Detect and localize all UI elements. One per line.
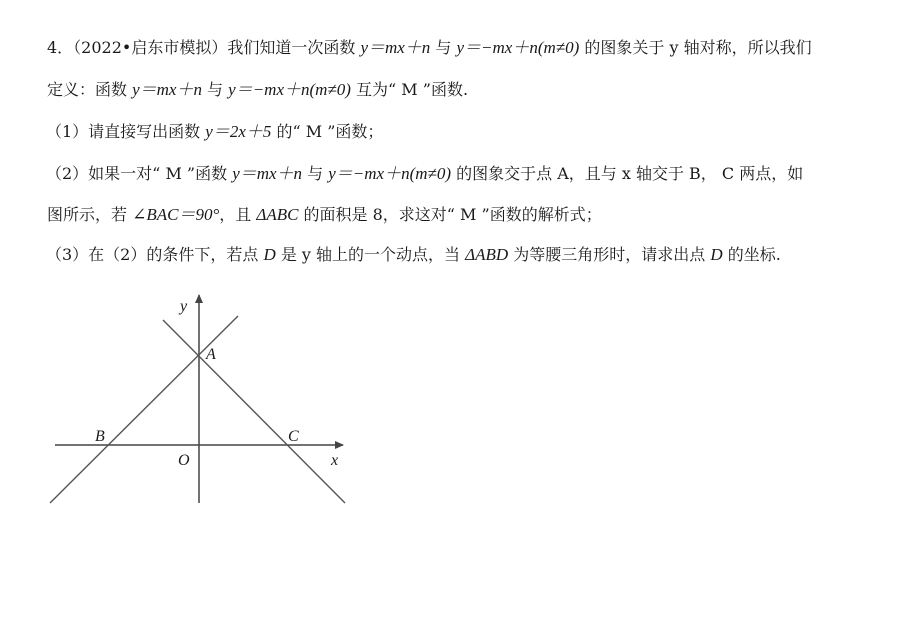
- part-3-middle-text: 是 y 轴上的一个动点，当: [275, 245, 466, 264]
- angle-bac-equation: ∠BAC＝90°: [132, 205, 220, 224]
- equation-y-mx-n: y＝mx＋n: [232, 164, 303, 183]
- statement-suffix-text: 的图象关于 y 轴对称，所以我们: [579, 38, 812, 57]
- equation-y-mx-n: y＝mx＋n: [360, 38, 431, 57]
- connector-text: 与: [201, 80, 229, 99]
- problem-statement-line-1: [47, 37, 812, 59]
- equation-y-neg-mx-n: y＝−mx＋n(m≠0): [228, 80, 351, 99]
- part-3-suffix-text: 为等腰三角形时，请求出点: [508, 245, 711, 264]
- definition-prefix-text: 定义：函数: [47, 80, 133, 99]
- part-2-prefix-text: （2）如果一对“ M ”函数: [46, 164, 233, 183]
- part-2-suffix-text: 的图象交于点 A，且与 x 轴交于 B， C 两点，如: [451, 164, 804, 183]
- y-axis-label: y: [180, 298, 188, 315]
- point-a-label: A: [206, 346, 216, 363]
- point-d-symbol: D: [263, 245, 276, 264]
- equation-y-mx-n: y＝mx＋n: [132, 80, 202, 99]
- equation-y-neg-mx-n: y＝−mx＋n(m≠0): [456, 38, 580, 57]
- problem-statement-line-2: [47, 79, 468, 101]
- equation-y-neg-mx-n: y＝−mx＋n(m≠0): [328, 164, 452, 183]
- connector-text: 与: [430, 38, 457, 57]
- connector-text: ，且: [219, 205, 257, 224]
- triangle-abd-symbol: ΔABD: [465, 245, 509, 264]
- part-3-prefix-text: （3）在（2）的条件下，若点: [46, 245, 264, 264]
- point-d-symbol: D: [710, 245, 723, 264]
- part-1-suffix-text: 的“ M ”函数；: [271, 122, 384, 141]
- question-part-3: [46, 244, 781, 266]
- question-part-1: [46, 121, 383, 143]
- triangle-abc-symbol: ΔABC: [256, 205, 299, 224]
- origin-label: O: [178, 452, 190, 469]
- question-part-2-line-1: [46, 163, 803, 185]
- problem-prefix-text: 4．（2022•启东市模拟）我们知道一次函数: [47, 38, 361, 57]
- part-2b-prefix-text: 图所示，若: [47, 205, 133, 224]
- definition-suffix-text: 互为“ M ”函数.: [350, 80, 469, 99]
- equation-y-2x-5: y＝2x＋5: [205, 122, 272, 141]
- point-c-label: C: [288, 428, 299, 445]
- part-1-prefix-text: （1）请直接写出函数: [46, 122, 206, 141]
- line-y-neg-mx-n: [163, 320, 345, 503]
- x-axis-label: x: [331, 452, 339, 469]
- coordinate-diagram: [40, 285, 370, 515]
- part-3-end-text: 的坐标.: [722, 245, 781, 264]
- part-2b-suffix-text: 的面积是 8，求这对“ M ”函数的解析式；: [298, 205, 602, 224]
- connector-text: 与: [302, 164, 329, 183]
- line-y-mx-n: [50, 316, 238, 503]
- coordinate-figure: [40, 285, 370, 515]
- point-b-label: B: [95, 428, 105, 445]
- question-part-2-line-2: [47, 204, 602, 226]
